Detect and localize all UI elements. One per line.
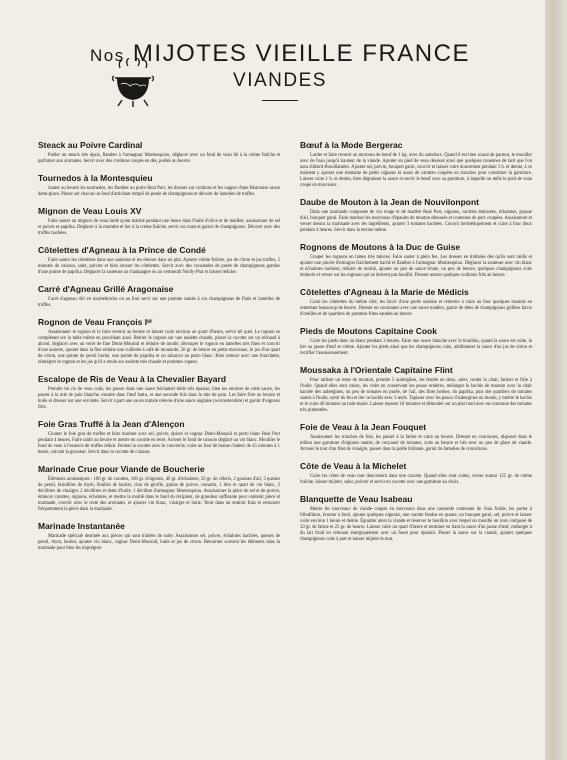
recipe-entry xyxy=(300,461,532,486)
title-divider xyxy=(262,100,298,101)
recipe-text: Assaisonner le rognon et le faire revenir au beurre et laisser cuire environ un quart d'heure, servir tel quel. Le rognon se complétant sur la table même en procédant ainsi. Retirer le rognon sur une assiette chaude, placer la cocotte sur un réchaud à alcool, déglacer avec un verre de fine Demi-Mousnil et réduire de moitié, découper le rognon en lamelles très fines et couvrir d'une assiette, ajouter dans la fine réduite une cuillerée à café de moutarde, 50 gr. de beurre en petits morceaux, le jus d'un quart de citron, une pointe de persil haché, une pointe de paprika et un sabayon au porto blanc. Bien remuer avec une fourchette, réintégrer le rognon et les jus qu'il a rendu sur assiette très chaude et pommes vapeur. xyxy=(38,330,280,365)
recipe-entry xyxy=(38,317,280,366)
recipe-text: Cuire les côtelettes du même côté, les farcir d'une purée soubise et remettre à cuire au four quelques instants en remettant beaucoup de beurre. Dresser en couronnes avec une sauce madère, garnir de têtes de champignons grillées farcis d'oreilles et de quartiers de pommes frites sautées au beurre. xyxy=(300,300,532,317)
recipe-title: Marinade Crue pour Viande de Boucherie xyxy=(38,464,205,474)
recipe-text: Pour utiliser un reste de mouton, prendre 5 aubergines, les fendre en deux, saler, couler la chair, fariner et frire à l'huile. Quand elles sont cuites, les vider en conservant les peaux entières, mélanger le hachis de mouton avec la chair hachée des aubergines, un peu de tomates en purée, de l'ail, des fines herbes, du paprika, puis des quartiers de tomates sautés à l'huile, sortir du feu et lier ce hachis avec 3 œufs. Tapisser avec les peaux d'aubergines un moule, y mettre le hachis et le cuire 40 minutes au bain-marie. Laisser reposer 10 minutes et démouler sur un plat rond avec en couronne des tomates très pimentées. xyxy=(300,378,532,413)
recipe-title: Blanquette de Veau Isabeau xyxy=(300,494,413,504)
recipe-entry xyxy=(38,464,280,513)
recipe-title: Côtelettes d'Agneau à la Marie de Médicis xyxy=(300,287,469,297)
recipe-entry xyxy=(38,245,280,276)
title-prefix: Nos xyxy=(90,46,125,65)
recipe-text: Dans une marinade composée de vin rouge et de madère Real Port, oignons, carottes émincées, échalotes, gousse d'ail, bouquet garni. Faire mariner les morceaux d'épaules de mouton désossés et couennes de porc coupées. Assaisonner et verser dessus la marinade avec les ingrédients, ajouter 3 tomates hachées. Couvrir hermétiquement et cuire à four doux pendant 4 heures. Servir dans la terrine même. xyxy=(300,210,532,233)
recipe-entry xyxy=(300,365,532,414)
recipe-entry xyxy=(300,242,532,279)
right-recipe-column xyxy=(300,140,532,551)
recipe-entry xyxy=(38,140,280,165)
recipe-text: Couper les rognons en lames très minces. Faire sauter à plein feu. Les dresser en timbales dès qu'ils sont raidis et ajouter une pincée d'estragon fraîchement haché et flamber à l'armagnac Montesquiou. Déglacer la sauteuse avec vin blanc et échalotes hachées, réduire de moitié, ajouter un peu de sauce brune, un peu de beurre, quelques champignons cuits émincés et verser sur les rognons qui ne doivent pas bouillir. Dresser autour quelques croûtons frits au beurre. xyxy=(300,255,532,278)
recipe-text: Faire sauter les côtelettes dans une sauteuse et les dresser dans un plat. Ajouter crème fraîche, jus de citron et jus truffes, 5 minutes de cuisson, saler, poivrer et bien arroser les côtelettes. Servir avec des croustades de purée de champignons garnies d'une pointe de paprika. Déglacer la sauteuse au champagne ou au vermouth Noilly-Prat et laisser réduire. xyxy=(38,258,280,275)
recipe-entry xyxy=(300,140,532,189)
recipe-text: Prendre les ris de veau cuits, les passer dans une sauce béchamel tiède très épaisse, bien les enrober de cette sauce, les passer à la mie de pain blanche, ensuite dans l'œuf battu, et une seconde fois dans la mie de pain. Les faire frire au beurre et huile et dresser sur une serviette. Servir à part une sauce tomate relevée d'une sauce anglaise (worcestershire) et garnir d'oignons frits. xyxy=(38,387,280,410)
recipe-title: Côte de Veau à la Michelet xyxy=(300,461,407,471)
recipe-text: Cuire les côtes de veau tout doucement dans une cocotte. Quand elles sont cuites, verser autour 125 gr. de crème fraîche, laisser mijoter, saler, poivrer et servir en cocotte avec une garniture au choix. xyxy=(300,474,532,485)
recipe-title: Foie de Veau à la Jean Fouquet xyxy=(300,422,427,432)
page-title xyxy=(60,40,500,68)
recipe-title: Escalope de Ris de Veau à la Chevalier Bayard xyxy=(38,374,227,384)
binding-edge xyxy=(545,0,567,760)
recipe-title: Moussaka à l'Orientale Capitaine Flint xyxy=(300,365,453,375)
recipe-title: Rognons de Moutons à la Duc de Guise xyxy=(300,242,461,252)
recipe-text: Cuire les pieds dans un blanc pendant 3 heures. Faire une sauce blanche avec le bouillon, quand la sauce est cuite, la lier au jaune d'œuf et crème. Ajouter les pieds ainsi que les champignons cuits, additionner la sauce d'un jus de citron et rectifier l'assaisonnement. xyxy=(300,339,532,356)
recipe-title: Mignon de Veau Louis XV xyxy=(38,206,142,216)
recipe-text: Poêler un steack très épais, flamber à l'armagnac Montesquiou, déglacer avec un fond de veau lié à la crème fraîche et parfumer aux aromates. Servir avec des croûtons coupés en dés, poêlés au beurre. xyxy=(38,153,280,164)
left-recipe-column xyxy=(38,140,280,560)
recipe-text: Larder et faire revenir un morceau de bœuf de 1 kg. avec du saindoux. Quand il est bien roussi de partout, le mouiller avec de l'eau jusqu'à hauteur de la viande. Ajouter un pied de veau désossé ainsi que quelques couennes de lard que l'on aura d'abord ébouillantées. Ajouter sel, poivre, bouquet garni, couvrir et laisser cuire doucement pendant 1 h. et demie, à ce moment y ajouter une trentaine de petits oignons et assez de carottes coupées en tranches pour constituer la garniture. Laisser cuire 1 h. et demie, bien dégraisser la sauce et servir le bœuf avec sa garniture, à laquelle on mêle le pied de veau coupé en morceaux. xyxy=(300,153,532,188)
recipe-title: Carré d'Agneau Grillé Aragonaise xyxy=(38,284,174,294)
recipe-text: Faire sauter un mignon de veau lardé ayant mariné pendant une heure dans l'huile d'olive et de madère, assaisonner de sel et poivre et paprika. Déglacer à la marmite et lier à la crème fraîche, servir sur toast et garnir de champignons. Décorer avec des truffes hachées. xyxy=(38,219,280,236)
recipe-title: Tournedos à la Montesquieu xyxy=(38,173,153,183)
recipe-title: Steack au Poivre Cardinal xyxy=(38,140,143,150)
recipe-entry xyxy=(300,197,532,234)
recipe-text: Assaisonner les tranches de foie, les passer à la farine et cuire au beurre. Dresser en couronnes, disposer dans le milieu une garniture d'oignons sautés, de concassé de tomates, cuits au beurre et liés avec un peu de glace de viande. Arroser le tout d'un filet de vinaigre, passer dans la poêle brûlante, garnir de lamelles de cornichons. xyxy=(300,435,532,452)
title-main: MIJOTES VIEILLE FRANCE xyxy=(132,40,470,67)
recipe-text: Éléments aromatiques : 100 gr. de carottes, 100 gr. d'oignons, 40 gr. d'échalotes, 50 gr. de céleris, 2 gousses d'ail, 3 queues de persil, brindilles de thym, feuilles de laurier, clou de girofle, grains de poivre, romarin, 1 litre et quart de vin blanc, 3 décilitres de vinaigre, 2 décilitres et demi d'huile, 1 décilitre d'armagnac Montesquiou. Assaisonner la pièce de sel et de poivre, émincer carottes, oignons, échalotes, et mettre la moitié dans le fond du récipient, de grandeur suffisante pour contenir pièce et marinade, couvrir avec le reste des aromates, et ajouter vin blanc, vinaigre et huile. Tenir dans un endroit frais et retourner fréquemment la pièce dans la marinade. xyxy=(38,477,280,512)
recipe-title: Bœuf à la Mode Bergerac xyxy=(300,140,403,150)
page-header xyxy=(60,40,500,101)
recipe-title: Foie Gras Truffé à la Jean d'Alençon xyxy=(38,419,185,429)
page-subtitle: VIANDES xyxy=(233,70,327,91)
recipe-entry xyxy=(38,374,280,411)
recipe-entry xyxy=(300,422,532,453)
recipe-text: Marinade spéciale destinée aux pièces qui sont traitées de suite. Assaisonner sel, poivre, échalotes hachées, queues de persil, thym, laurier, ajouter vin blanc, cognac Demi-Mousnil, huile et jus de citron. Retourner souvent les éléments dans la marinade pour bien les imprégner. xyxy=(38,534,280,551)
recipe-entry xyxy=(38,419,280,456)
recipe-title: Côtelettes d'Agneau à la Prince de Condé xyxy=(38,245,206,255)
recipe-entry xyxy=(38,173,280,198)
recipe-title: Rognon de Veau François Iᵉʳ xyxy=(38,317,153,327)
recipe-title: Pieds de Moutons Capitaine Cook xyxy=(300,326,437,336)
recipe-title: Marinade Instantanée xyxy=(38,521,125,531)
recipe-entry xyxy=(38,284,280,309)
recipe-entry xyxy=(300,287,532,318)
recipe-entry xyxy=(300,494,532,543)
recipe-text: Clouter le foie gras de truffes et faire mariner avec sel, poivre, épices et cognac Demi-Mousnil et porto blanc Real Port pendant 4 heures. Faire raidir au beurre et mettre en cocotte en terre. Arroser le fond de cuisson déglacé au vin blanc. Mouiller le fond de veau à l'essence de truffes réduit. Fermer la cocotte avec le couvercle, cuire au four de bonne chaleur de 45 minutes à 1 heure, suivant la grosseur. Servir dans la cocotte de cuisson. xyxy=(38,432,280,455)
recipe-text: Mettre les morceaux de viande coupés en morceaux dans une casserole contenant de l'eau froide, les porter à l'ébullition, écumer à fond, ajouter quelques oignons, une carotte fendue en quatre, un bouquet garni, sel, poivre et laisser cuire environ 1 heure et demie. Égoutter alors la viande et réserver le bouillon avec lequel on mouille un roux composé de 50 gr. de farine et 25 gr. de beurre. Laisser cuire un quart d'heure et terminer en liant la sauce d'un jaune d'œuf, mélanger à du lait froid en remuant énergiquement avec un fouet pour épaissir. Passer la sauce sur la viande, ajouter quelques champignons cuits à part et laisser mijoter le tout. xyxy=(300,507,532,542)
recipe-entry xyxy=(38,521,280,552)
recipe-entry xyxy=(38,206,280,237)
recipe-entry xyxy=(300,326,532,357)
recipe-text: Sauter au beurre les tournedos, les flamber au porto Real Port, les dresser sur croûtons et les napper d'une Béarnaise sauce demi-glace. Placer sur chacun un fond d'artichaut rempli de purée de champignons et décorer de lamelles de truffes. xyxy=(38,186,280,197)
recipe-text: Carré d'agneau rôti en tournebroche ou au four servi sur une pomme sautée à cru champignons de Paris et lamelles de truffes. xyxy=(38,297,280,308)
recipe-title: Daube de Mouton à la Jean de Nouvilonpont xyxy=(300,197,479,207)
